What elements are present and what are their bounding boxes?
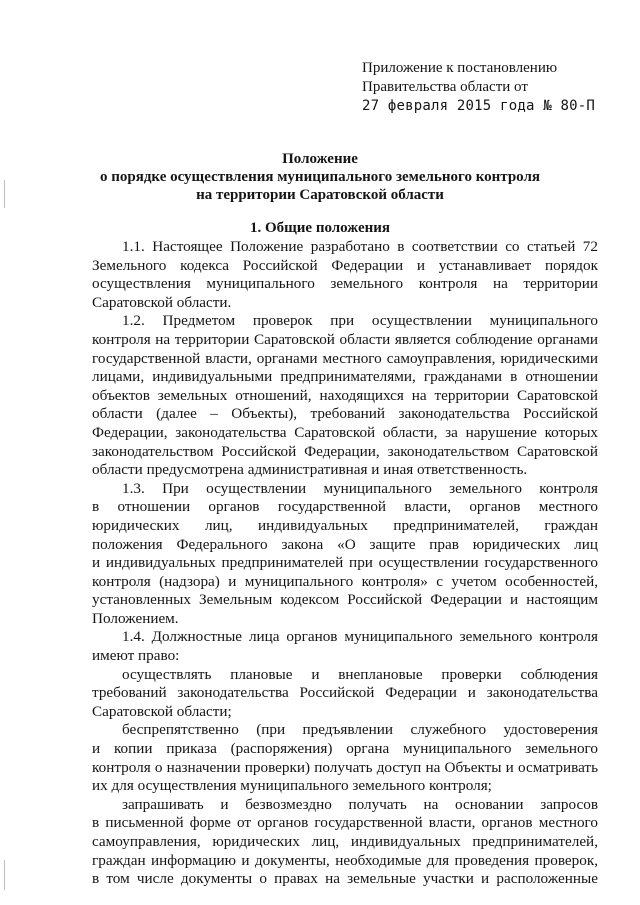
text-line: запрашивать и безвозмездно получать на основании запросов [122,795,598,813]
text-line: контроля о назначении проверки) получать доступ на Объекты и осматривать [92,758,598,776]
document-title [40,150,600,204]
text-line: лицами, индивидуальными предпринимателями, гражданами в отношении [92,368,598,386]
text-line: положения Федерального закона «О защите прав юридических лиц [92,535,598,553]
appendix-line: Правительства области от [362,79,528,95]
text-line: самоуправления, юридических лиц, индивидуальных предпринимателей, [92,833,598,850]
text-line: в отношении органов государственной власти, органов местного [92,498,598,516]
paragraph-1-3 [92,480,598,629]
text-line: и индивидуальных предпринимателей при осуществлении государственного [92,554,598,572]
text-line: законодательством Российской Федерации, законодательством Саратовской [92,442,598,460]
text-line: Положением. [92,609,179,627]
text-line: граждан информацию и документы, необходимые для проведения проверок, [92,851,598,869]
title-line: о порядке осуществления муниципального земельного контроля [99,169,541,185]
paragraph-1-4 [92,628,598,665]
text-line: Федерации, законодательства Саратовской области, за нарушение которых [92,423,598,441]
right-item-inspections [92,666,598,722]
paragraph-1-2 [92,312,598,479]
text-line: их для осуществления муниципального земельного контроля; [92,777,492,795]
text-line: и копии приказа (распоряжения) органа муниципального земельного [92,740,598,758]
text-line: Саратовской области. [92,293,232,311]
text-line: 1.3. При осуществлении муниципального земельного контроля [122,479,598,497]
text-line: области (далее – Объекты), требований законодательства Российской [92,405,598,423]
right-item-requests [92,796,598,889]
text-line: в письменной форме от органов государственной власти, органов местного [92,814,598,832]
text-line: 1.1. Настоящее Положение разработано в соответствии со статьей 72 [122,238,598,255]
text-line: в том числе документы о правах на земельные участки и расположенные [92,870,598,888]
right-item-access [92,721,598,795]
appendix-date-line: 27 февраля 2015 года № 80-П [362,98,595,114]
text-line: объектов земельных отношений, находящихся на территории Саратовской [92,386,598,404]
text-line: контроля (надзора) и муниципального контроля» с учетом особенностей, [92,572,598,590]
text-line: осуществлять плановые и внеплановые проверки соблюдения [122,665,598,683]
section-heading: 1. Общие положения [249,220,391,236]
scan-margin-mark [4,180,5,208]
text-line: контроля на территории Саратовской области является соблюдение органами [92,330,598,348]
text-line: области предусмотрена административная и иная ответственность. [92,461,528,479]
document-body [92,238,598,889]
title-line: Положение [282,151,358,167]
text-line: требований законодательства Российской Федерации и законодательства [92,684,598,702]
text-line: Саратовской области; [92,702,232,720]
text-line: имеют право: [92,647,180,665]
text-line: установленных Земельным кодексом Российской Федерации и настоящим [92,591,598,609]
text-line: 1.4. Должностные лица органов муниципального земельного контроля [122,628,598,646]
scan-margin-mark [4,860,5,890]
text-line: беспрепятственно (при предъявлении служебного удостоверения [122,721,598,739]
appendix-note [362,59,632,116]
text-line: государственной власти, органами местного самоуправления, юридическими [92,349,598,367]
text-line: 1.2. Предметом проверок при осуществлении муниципального [122,312,598,330]
appendix-line: Приложение к постановлению [362,60,558,76]
paragraph-1-1 [92,238,598,312]
text-line: юридических лиц, индивидуальных предпринимателей, граждан [92,516,598,534]
title-line: на территории Саратовской области [196,187,444,203]
text-line: осуществления муниципального земельного контроля на территории [92,275,598,293]
text-line: Земельного кодекса Российской Федерации и устанавливает порядок [92,256,598,274]
